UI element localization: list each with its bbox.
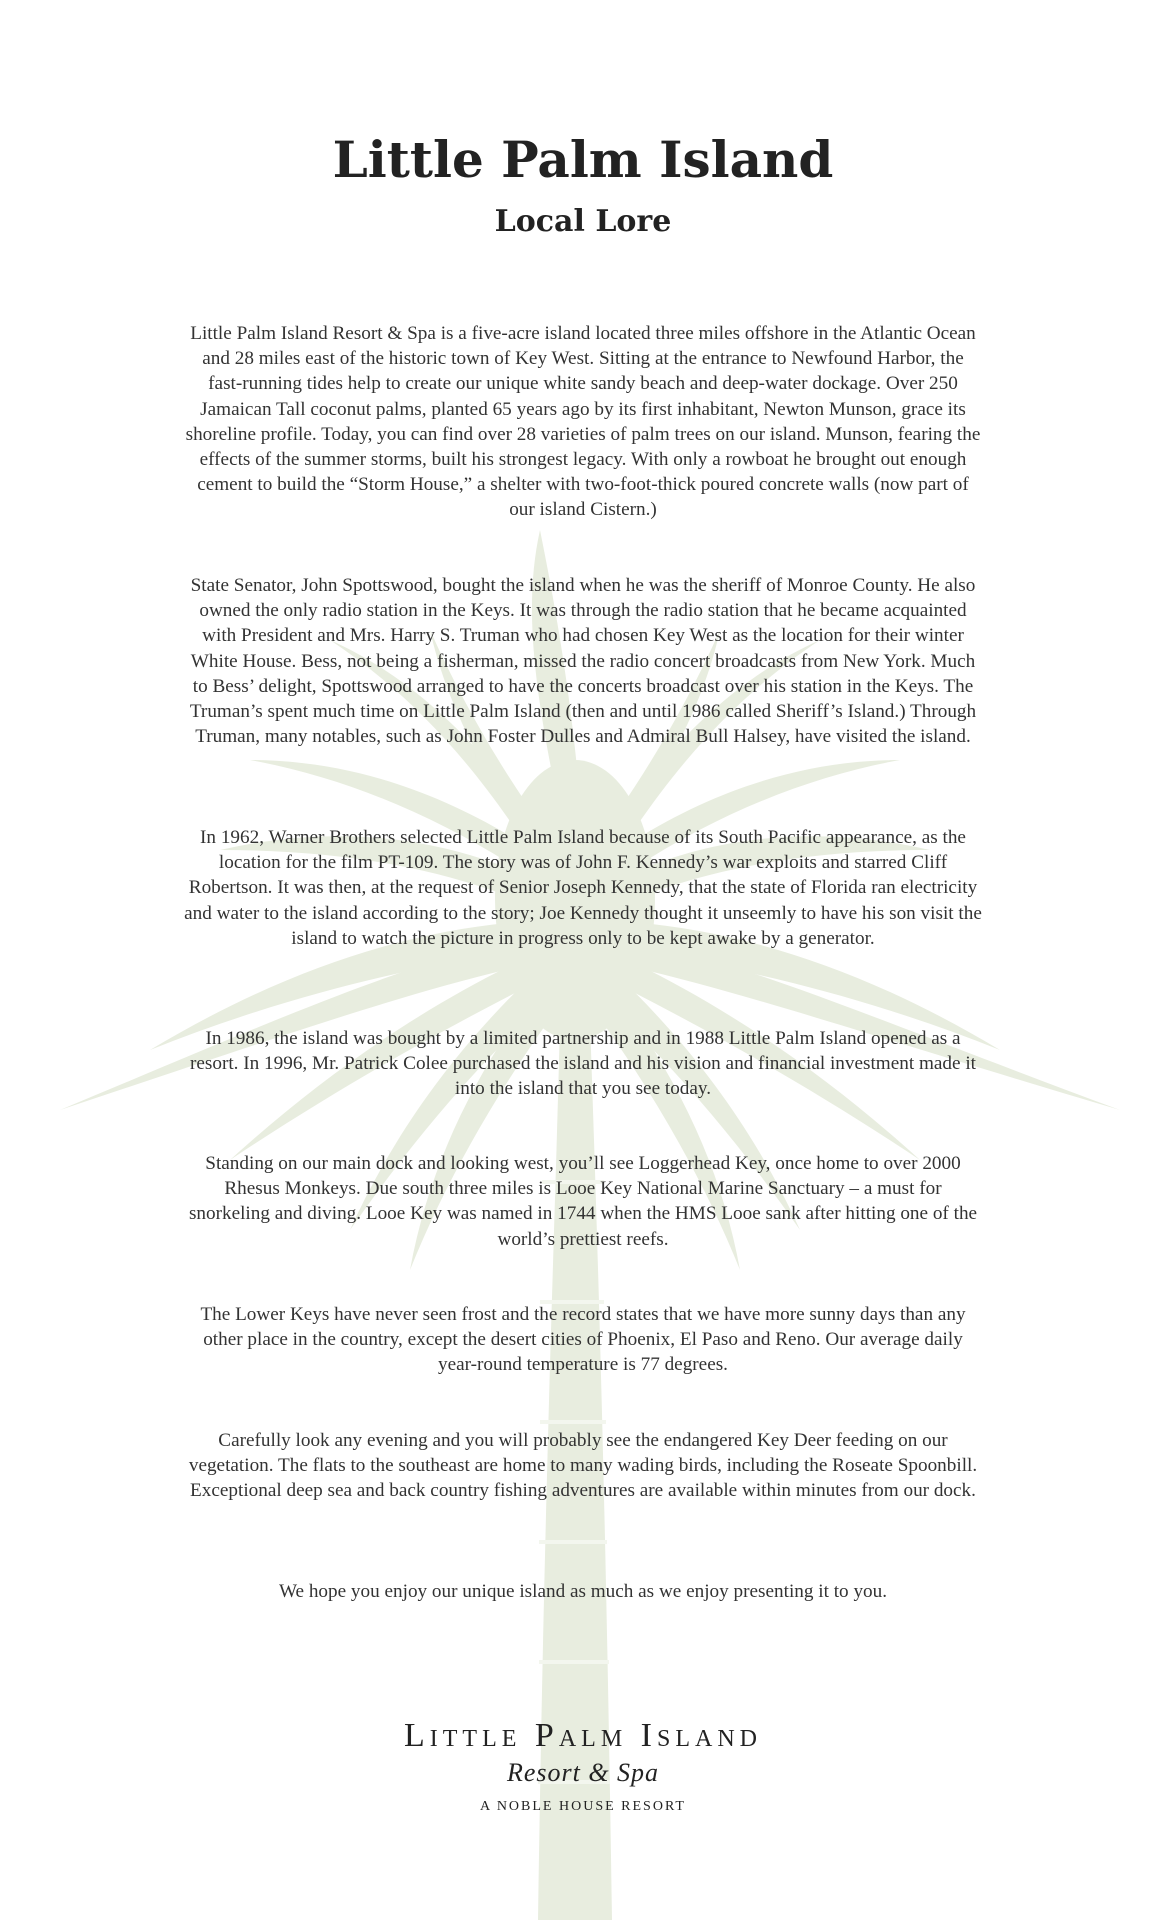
paragraph-weather: The Lower Keys have never seen frost and the record states that we have more sunny days than any other place in the country, except the desert cities of Phoenix, El Paso and Reno. Our average daily year-round temperature is 77 degrees. [200,1304,966,1376]
paragraph-history: Little Palm Island Resort & Spa is a five-acre island located three miles offshore in the Atlantic Ocean and 28 miles east of the historic town of Key West. Sitting at the entrance to Newfound Harbor, the fast-running tides help to create our unique white sandy beach and deep-water dockage. Over 250 Jamaican Tall coconut palms, planted 65 years ago by its first inhabitant, Newton Munson, grace its shoreline profile. Today, you can find over 28 varieties of palm trees on our island. Munson, fearing the effects of the summer storms, built his strongest legacy. With only a rowboat he brought out enough cement to build the “Storm House,” a shelter with two-foot-thick poured concrete walls (now part of our island Cistern.) [185,323,981,521]
paragraph-closing: We hope you enjoy our unique island as much as we enjoy presenting it to you. [278,1581,888,1602]
page-title: Little Palm Island [332,130,834,189]
brand-logo-subtitle: Resort & Spa [506,1758,660,1787]
paragraph-wildlife: Carefully look any evening and you will probably see the endangered Key Deer feeding on our vegetation. The flats to the southeast are home to many wading birds, including the Roseate Spoonbill. Exceptional deep sea and back country fishing adventures are available within minutes from our dock. [188,1430,978,1502]
brand-tagline: A NOBLE HOUSE RESORT [479,1799,686,1814]
brand-logo-name: Little Palm Island [404,1717,762,1754]
paragraph-pt109: In 1962, Warner Brothers selected Little Palm Island because of its South Pacific appearance, as the location for the film PT-109. The story was of John F. Kennedy’s war exploits and starred Cliff Robertson. It was then, at the request of Senior Joseph Kennedy, that the state of Florida ran electricity and water to the island according to the story; Joe Kennedy thought it unseemly to have his son visit the island to watch the picture in progress only to be kept awake by a generator. [184,827,982,949]
paragraph-spottswood: State Senator, John Spottswood, bought the island when he was the sheriff of Monroe County. He also owned the only radio station in the Keys. It was through the radio station that he became acquainted with President and Mrs. Harry S. Truman who had chosen Key West as the location for their winter White House. Bess, not being a fisherman, missed the radio concert broadcasts from New York. Much to Bess’ delight, Spottswood arranged to have the concerts broadcast over his station in the Keys. The Truman’s spent much time on Little Palm Island (then and until 1986 called Sheriff’s Island.) Through Truman, many notables, such as John Foster Dulles and Admiral Bull Halsey, have visited the island. [189,575,977,748]
paragraph-dock: Standing on our main dock and looking west, you’ll see Loggerhead Key, once home to over 2000 Rhesus Monkeys. Due south three miles is Looe Key National Marine Sanctuary – a must for snorkeling and diving. Looe Key was named in 1744 when the HMS Looe sank after hitting one of the world’s prettiest reefs. [188,1153,978,1250]
page-subtitle: Local Lore [494,204,672,239]
paragraph-resort: In 1986, the island was bought by a limited partnership and in 1988 Little Palm Island opened as a resort. In 1996, Mr. Patrick Colee purchased the island and his vision and financial investment made it into the island that you see today. [190,1028,976,1100]
